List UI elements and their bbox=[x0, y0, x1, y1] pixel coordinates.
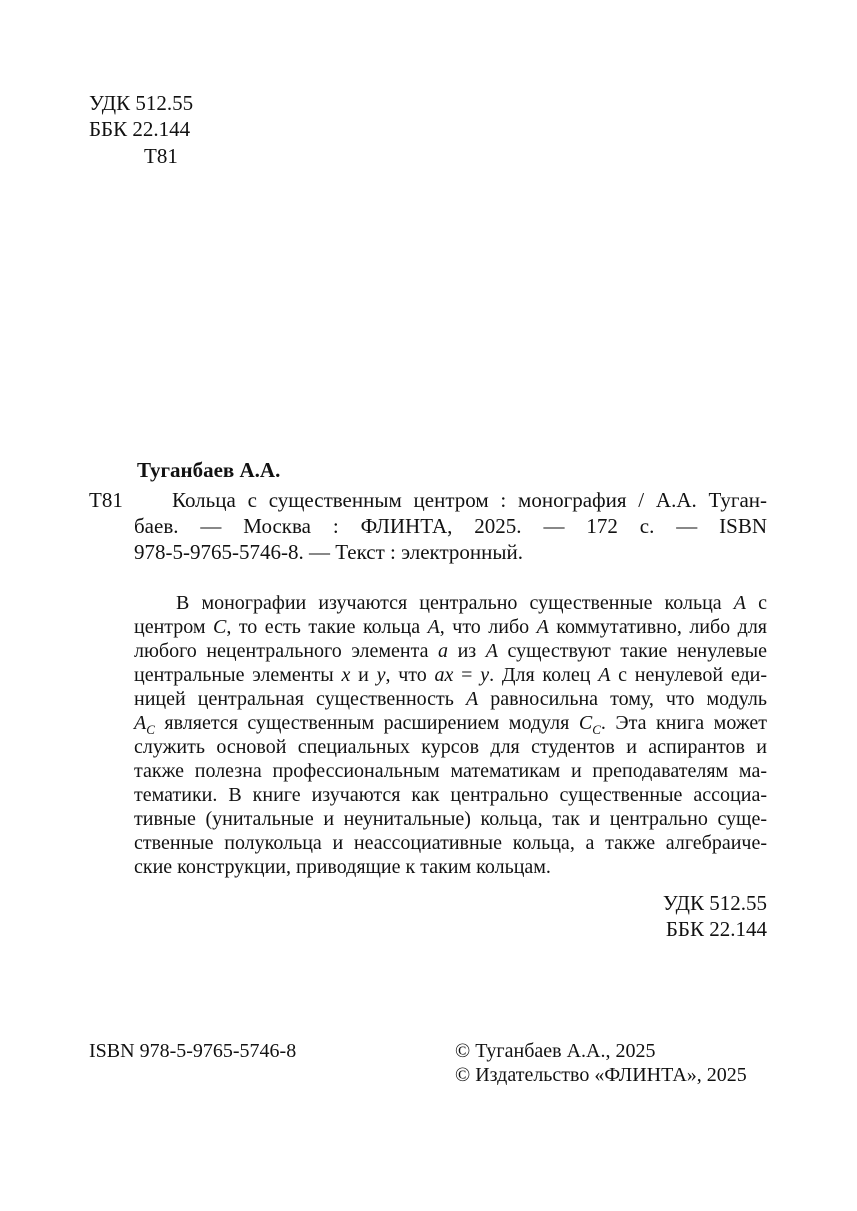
abstract-line-4: центральные элементы x и y, что ax = y. Для колец A с ненулевой еди- bbox=[134, 664, 767, 686]
abstract-line-5: ницей центральная существенность A равносильна тому, что модуль bbox=[134, 688, 767, 710]
abstract-line-11: ственные полукольца и неассоциативные кольца, а также алгебраиче- bbox=[134, 832, 767, 854]
copyright-author: © Туганбаев А.А., 2025 bbox=[455, 1040, 656, 1062]
abstract-line-8: также полезна профессиональным математикам и преподавателям ма- bbox=[134, 760, 767, 782]
entry-line-2: баев. — Москва : ФЛИНТА, 2025. — 172 с. — ISBN bbox=[134, 514, 767, 538]
udk-code-top: УДК 512.55 bbox=[89, 91, 194, 115]
author-heading: Туганбаев А.А. bbox=[137, 458, 281, 482]
udk-code-right: УДК 512.55 bbox=[662, 891, 767, 915]
bbk-code-top: ББК 22.144 bbox=[89, 117, 191, 141]
abstract-line-9: тематики. В книге изучаются как центрально существенные ассоциа- bbox=[134, 784, 767, 806]
entry-line-1: Кольца с существенным центром : монография / А.А. Туган- bbox=[172, 488, 767, 512]
abstract-line-2: центром C, то есть такие кольца A, что либо A коммутативно, либо для bbox=[134, 616, 767, 638]
abstract-line-3: любого нецентрального элемента a из A существуют такие ненулевые bbox=[134, 640, 767, 662]
abstract-line-7: служить основой специальных курсов для студентов и аспирантов и bbox=[134, 736, 767, 758]
abstract-line-12: ские конструкции, приводящие к таким кольцам. bbox=[134, 856, 551, 878]
copyright-publisher: © Издательство «ФЛИНТА», 2025 bbox=[455, 1064, 747, 1086]
isbn: ISBN 978-5-9765-5746-8 bbox=[89, 1040, 297, 1062]
author-mark-top: Т81 bbox=[144, 144, 178, 168]
abstract-line-10: тивные (унитальные и неунитальные) кольца, так и центрально суще- bbox=[134, 808, 767, 830]
entry-line-3: 978-5-9765-5746-8. — Текст : электронный. bbox=[134, 540, 523, 564]
bbk-code-right: ББК 22.144 bbox=[665, 917, 767, 941]
abstract-line-1: В монографии изучаются центрально существенные кольца A с bbox=[176, 592, 767, 614]
abstract-line-6: $A_C$ является существенным расширением модуля $C_C$. Эта книга может bbox=[134, 712, 767, 737]
entry-author-mark: Т81 bbox=[89, 488, 123, 512]
